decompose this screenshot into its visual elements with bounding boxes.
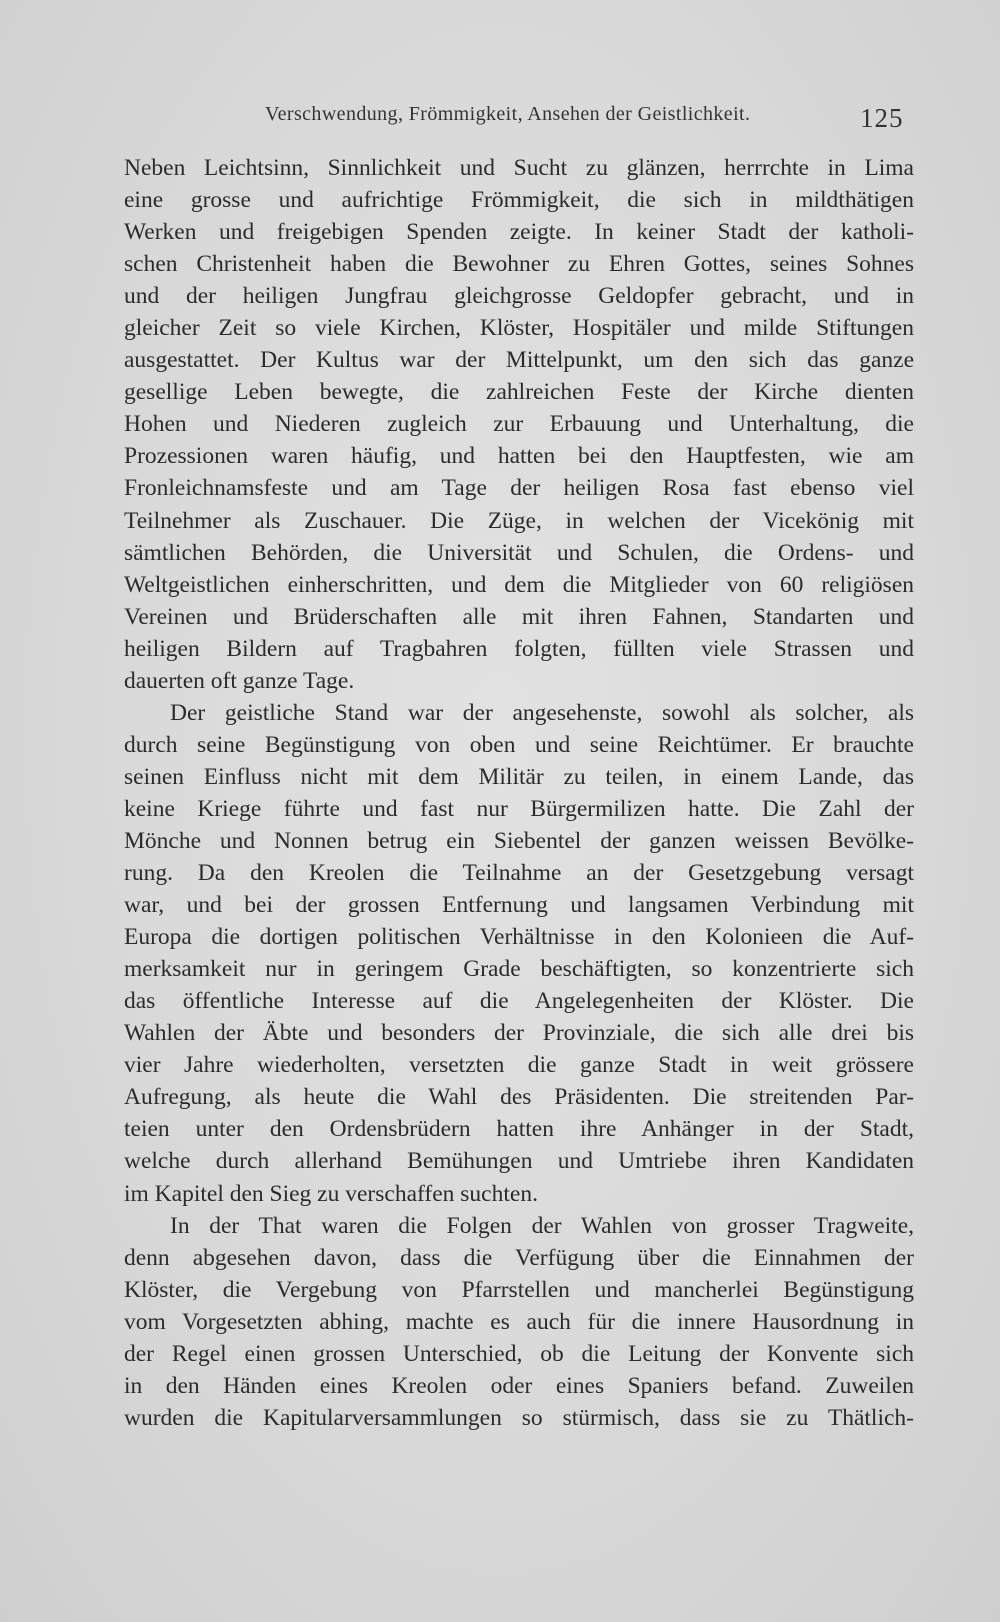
text-line: Neben Leichtsinn, Sinnlichkeit und Sucht zu glänzen, herrrchte in Lima [124, 155, 914, 181]
text-line: Hohen und Niederen zugleich zur Erbauung und Unterhaltung, die [124, 411, 914, 438]
paragraph-3 [124, 1210, 914, 1434]
text-line: sämtlichen Behörden, die Universität und Schulen, die Ordens- und [124, 539, 914, 566]
text-line: keine Kriege führte und fast nur Bürgermilizen hatte. Die Zahl der [124, 795, 914, 822]
text-line: Prozessionen waren häufig, und hatten bei den Hauptfesten, wie am [124, 443, 914, 470]
text-line: denn abgesehen davon, dass die Verfügung über die Einnahmen der [124, 1244, 914, 1271]
text-line: merksamkeit nur in geringem Grade beschäftigten, so konzentrierte sich [124, 956, 914, 983]
text-line: war, und bei der grossen Entfernung und langsamen Verbindung mit [124, 892, 914, 919]
text-line: Weltgeistlichen einherschritten, und dem die Mitglieder von 60 religiösen [124, 571, 914, 598]
text-line: Aufregung, als heute die Wahl des Präsidenten. Die streitenden Par- [124, 1084, 914, 1111]
text-line: Werken und freigebigen Spenden zeigte. In keiner Stadt der katholi- [124, 219, 914, 246]
text-line: seinen Einfluss nicht mit dem Militär zu teilen, in einem Lande, das [124, 763, 914, 790]
text-line: teien unter den Ordensbrüdern hatten ihre Anhänger in der Stadt, [124, 1116, 914, 1143]
text-line: vom Vorgesetzten abhing, machte es auch für die innere Hausordnung in [124, 1308, 914, 1335]
text-line: rung. Da den Kreolen die Teilnahme an der Gesetzgebung versagt [124, 860, 914, 887]
text-line: wurden die Kapitularversammlungen so stürmisch, dass sie zu Thätlich- [124, 1404, 914, 1431]
text-line: Mönche und Nonnen betrug ein Siebentel der ganzen weissen Bevölke- [124, 827, 914, 854]
paragraph-2 [124, 697, 914, 1210]
page-number: 125 [860, 103, 904, 133]
text-line: heiligen Bildern auf Tragbahren folgten, füllten viele Strassen und [124, 635, 914, 662]
text-line: welche durch allerhand Bemühungen und Umtriebe ihren Kandidaten [124, 1148, 914, 1175]
paragraph-1 [124, 152, 914, 697]
text-line: Der geistliche Stand war der angesehenste, sowohl als solcher, als [170, 699, 914, 726]
text-line: vier Jahre wiederholten, versetzten die ganze Stadt in weit grössere [124, 1052, 914, 1079]
text-line: dauerten oft ganze Tage. [124, 667, 355, 694]
text-line: der Regel einen grossen Unterschied, ob die Leitung der Konvente sich [124, 1340, 914, 1367]
text-line: Wahlen der Äbte und besonders der Provinziale, die sich alle drei bis [124, 1020, 914, 1047]
text-line: Fronleichnamsfeste und am Tage der heiligen Rosa fast ebenso viel [124, 475, 914, 502]
text-line: gleicher Zeit so viele Kirchen, Klöster, Hospitäler und milde Stiftungen [124, 315, 914, 342]
text-line: durch seine Begünstigung von oben und seine Reichtümer. Er brauchte [124, 731, 914, 758]
text-line: In der That waren die Folgen der Wahlen von grosser Tragweite, [170, 1212, 914, 1239]
text-line: Teilnehmer als Zuschauer. Die Züge, in welchen der Vicekönig mit [124, 507, 914, 534]
text-line: Klöster, die Vergebung von Pfarrstellen und mancherlei Begünstigung [124, 1276, 914, 1303]
text-line: und der heiligen Jungfrau gleichgrosse Geldopfer gebracht, und in [124, 283, 914, 310]
running-title: Verschwendung, Frömmigkeit, Ansehen der Geistlichkeit. [265, 103, 751, 125]
text-line: eine grosse und aufrichtige Frömmigkeit, die sich in mildthätigen [124, 187, 914, 214]
text-line: das öffentliche Interesse auf die Angelegenheiten der Klöster. Die [124, 988, 914, 1015]
text-line: gesellige Leben bewegte, die zahlreichen Feste der Kirche dienten [124, 379, 914, 406]
text-line: ausgestattet. Der Kultus war der Mittelpunkt, um den sich das ganze [124, 347, 914, 374]
text-line: Europa die dortigen politischen Verhältnisse in den Kolonieen die Auf- [124, 924, 914, 951]
text-line: im Kapitel den Sieg zu verschaffen suchten. [124, 1180, 538, 1207]
text-line: in den Händen eines Kreolen oder eines Spaniers befand. Zuweilen [124, 1372, 914, 1399]
body-text [124, 152, 914, 1434]
text-line: Vereinen und Brüderschaften alle mit ihren Fahnen, Standarten und [124, 603, 914, 630]
text-line: schen Christenheit haben die Bewohner zu Ehren Gottes, seines Sohnes [124, 251, 914, 278]
